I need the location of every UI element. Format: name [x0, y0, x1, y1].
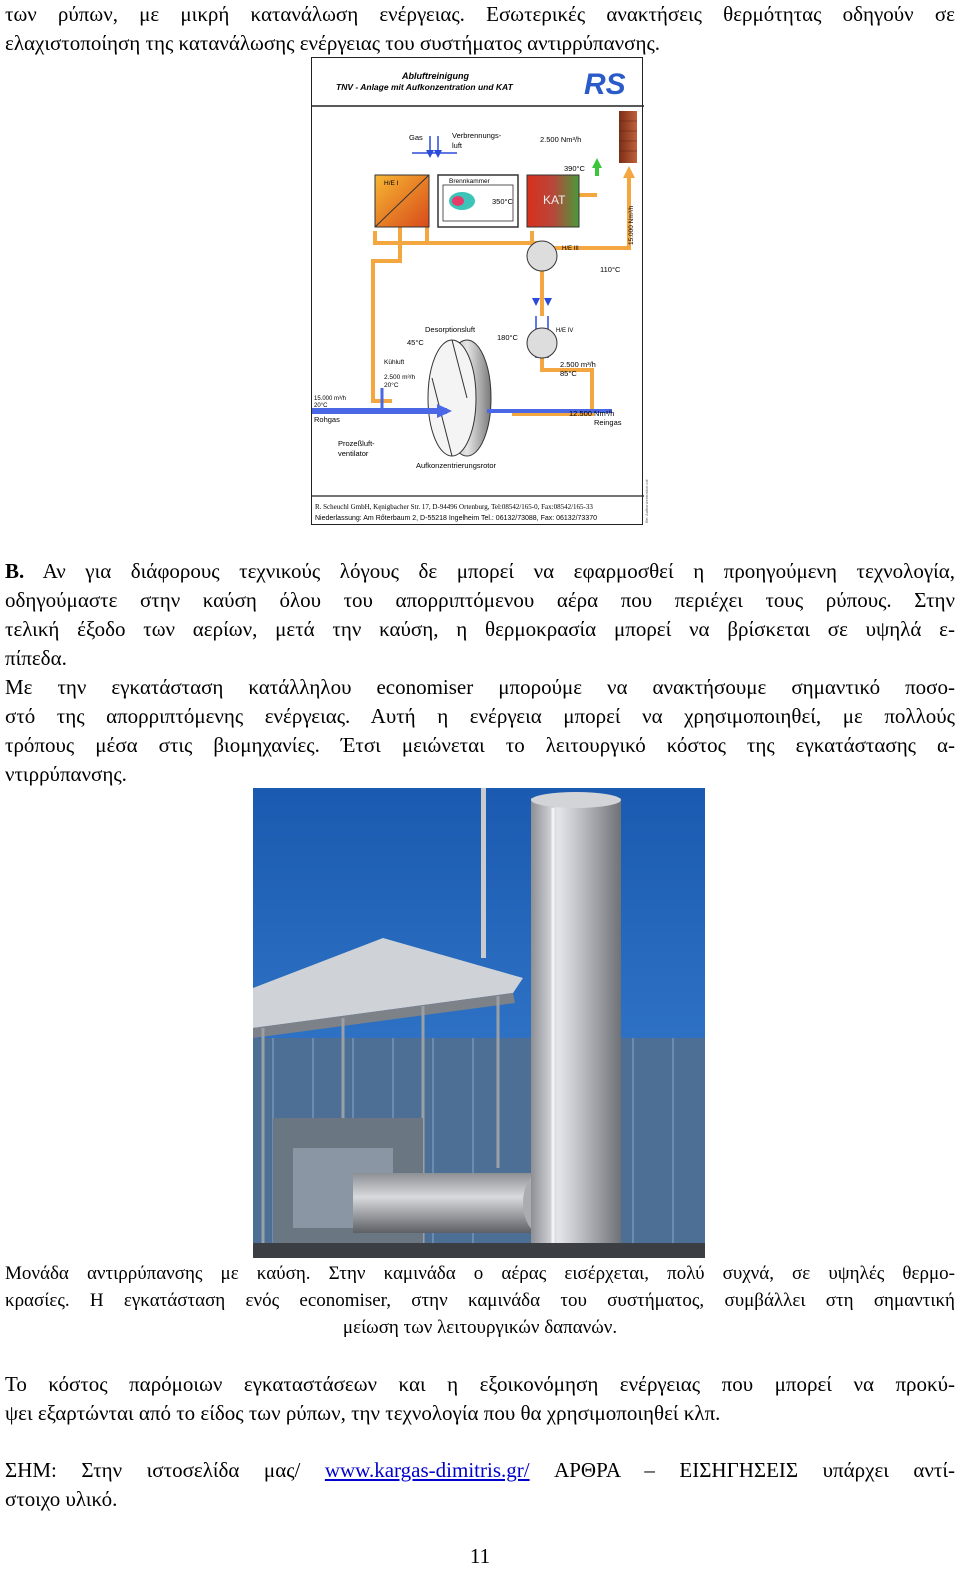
section-b-line: Με την εγκατάσταση κατάλληλου economiser μπορούμε να ανακτήσουμε σημαντικό ποσο-: [5, 675, 955, 699]
section-b-line: πίπεδα.: [5, 646, 67, 670]
label-temp-45: 45°C: [407, 338, 424, 347]
caption-line: Μονάδα αντιρρύπανσης με καύση. Στην καμινάδα ο αέρας εισέρχεται, πολύ συχνά, σε υψηλές θερμο-: [5, 1263, 955, 1284]
note-paragraph: [5, 1456, 955, 1514]
label-rotor: Aufkonzentrierungsrotor: [416, 461, 497, 470]
section-b-line: τρόπους μέσα στις βιομηχανίες. Έτσι μειώνεται το λειτουργικό κόστος της εγκατάστασης α-: [5, 733, 955, 757]
label-he4: H/E IV: [556, 328, 574, 334]
cost-paragraph: [5, 1370, 955, 1428]
note-suffix: ΑΡΘΡΑ – ΕΙΣΗΓΗΣΕΙΣ υπάρχει αντί-: [529, 1458, 955, 1482]
diagram-subtitle: TNV - Anlage mit Aufkonzentration und KAT: [336, 82, 513, 92]
website-link[interactable]: www.kargas-dimitris.gr/: [324, 1458, 530, 1482]
label-flow-rohgas: 15.000 m³/h: [314, 396, 347, 402]
caption-line: μείωση των λειτουργικών δαπανών.: [342, 1317, 618, 1338]
note-line: στοιχο υλικό.: [5, 1487, 118, 1511]
label-temp-rohgas: 20°C: [314, 403, 328, 409]
heat-exchanger-4: [527, 328, 557, 358]
label-temp-85: 85°C: [560, 369, 577, 378]
chimney: [531, 798, 621, 1258]
label-temp-350: 350°C: [492, 197, 513, 206]
label-kuehlluft: Kühluft: [384, 359, 405, 366]
section-b-marker: Β.: [5, 559, 25, 583]
green-arrow-icon: [592, 158, 602, 168]
section-b-line: Αν για διάφορους τεχνικούς λόγους δε μπορεί να εφαρμοσθεί η προηγούμενη τεχνολογία,: [24, 559, 955, 583]
label-air-2: luft: [452, 141, 463, 150]
label-ventilator-2: ventilator: [338, 449, 369, 458]
process-diagram: [311, 57, 649, 525]
photo-canvas: [253, 788, 705, 1258]
section-b-line: στό της απορριπτόμενης ενέργειας. Αυτή η ενέργεια μπορεί να χρησιμοποιηθεί, με πολλούς: [5, 704, 955, 728]
label-he3: H/E III: [562, 246, 579, 252]
label-side-note: file: Aufkonzentration.cdr: [644, 479, 649, 523]
label-rohgas: Rohgas: [314, 415, 340, 424]
label-flow-top: 2.500 Nm³/h: [540, 135, 582, 144]
label-he1: H/E I: [384, 180, 399, 187]
cost-line: Το κόστος παρόμοιων εγκαταστάσεων και η εξοικονόμηση ενέργειας που μπορεί να προκύ-: [5, 1372, 955, 1396]
page-number: 11: [469, 1544, 491, 1568]
label-ventilator-1: Prozeßluft-: [338, 439, 375, 448]
cost-line: ψει εξαρτώνται από το είδος των ρύπων, την τεχνολογία που θα χρησιμοποιηθεί κλπ.: [5, 1401, 721, 1425]
label-brennkammer: Brennkammer: [449, 178, 490, 185]
photo-caption: [5, 1260, 955, 1341]
heat-exchanger-3: [527, 241, 557, 271]
label-temp-110: 110°C: [600, 265, 621, 274]
diagram-footer-2: Niederlassung: Am Rőterbaum 2, D-55218 Ingelheim Tel.: 06132/73088, Fax: 06132/73370: [315, 515, 597, 522]
section-b-paragraph: [5, 557, 955, 789]
label-flow-kuehl: 2.500 m³/h: [384, 374, 416, 381]
diagram-canvas: [312, 58, 649, 526]
intro-line: των ρύπων, με μικρή κατανάλωση ενέργειας. Εσωτερικές ανακτήσεις θερμότητας οδηγούν σε: [5, 2, 955, 26]
label-reingas: Reingas: [594, 418, 622, 427]
label-flow-rein: 12.500 Nm³/h: [569, 409, 615, 418]
intro-line: ελαχιστοποίηση της κατανάλωσης ενέργειας του συστήματος αντιρρύπανσης.: [5, 31, 661, 55]
chimney-icon: [619, 111, 637, 163]
caption-line: κρασίες. Η εγκατάσταση ενός economiser, στην καμινάδα του συστήματος, συμβάλλει στη σημαντική: [5, 1290, 955, 1311]
section-b-line: ντιρρύπανσης.: [5, 762, 127, 786]
label-temp-20: 20°C: [384, 382, 399, 389]
section-b-line: οδηγούμαστε στην καύση όλου του απορριπτόμενου αέρα που περιέχει τους ρύπους. Στην: [5, 588, 955, 612]
rs-logo: RS: [584, 68, 626, 101]
label-gas: Gas: [409, 133, 423, 142]
label-flow-des: 2.500 m³/h: [560, 360, 596, 369]
label-air-1: Verbrennungs-: [452, 131, 502, 140]
up-arrow-icon: [623, 166, 635, 178]
label-desorption: Desorptionsluft: [425, 325, 476, 334]
diagram-footer-1: R. Scheuchl GmbH, Kęnigbacher Str. 17, D-94496 Ortenburg, Tel:08542/165-0, Fax:08542/165-33: [315, 503, 593, 511]
section-b-line: τελική έξοδο των αερίων, μετά την καύση, η θερμοκρασία μπορεί να βρίσκεται σε υψηλά ε-: [5, 617, 955, 641]
plant-photo: [253, 788, 705, 1258]
note-prefix: ΣΗΜ: Στην ιστοσελίδα μας/: [5, 1458, 325, 1482]
label-temp-390: 390°C: [564, 164, 585, 173]
label-kat: KAT: [543, 193, 566, 207]
label-flow-stack: 15.000 Nm³/h: [628, 205, 635, 245]
label-temp-180: 180°C: [497, 333, 518, 342]
diagram-title: Abluftreinigung: [402, 71, 469, 81]
intro-paragraph: [5, 0, 955, 58]
